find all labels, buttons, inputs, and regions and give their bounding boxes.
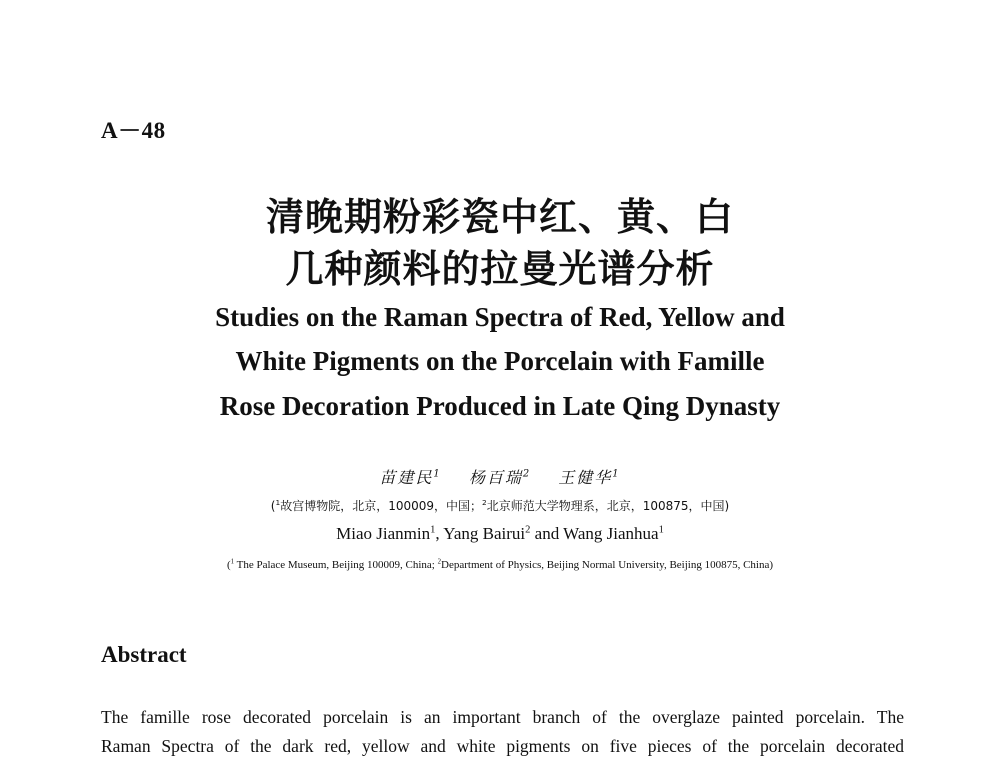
affiliation-cn: ($^1$故宫博物院，北京，100009，中国；$^2$北京师范大学物理系，北京，100875，中国)	[270, 498, 730, 513]
affil-cn-mark-2: 2	[482, 498, 487, 507]
affil-cn-part-1: 故宫博物院，北京，100009，中国；	[280, 499, 482, 513]
author-cn-name: 杨百瑞	[468, 468, 523, 487]
abstract-line: Raman Spectra of the dark red, yellow and white pigments on five pieces of the porcelain decorated	[101, 736, 904, 756]
authors-cn	[0, 465, 1000, 488]
author-cn-name: 苗建民	[379, 468, 434, 487]
author-en-affil-mark: 1	[430, 524, 436, 536]
affil-cn-mark-1: 1	[275, 498, 281, 507]
affil-en-part-2: Department of Physics, Beijing Normal University, Beijing 100875, China	[441, 559, 770, 571]
affil-en-mark-2: 2	[437, 558, 442, 566]
author-cn	[469, 468, 531, 487]
author-en-name: Yang Bairui	[443, 524, 526, 543]
abstract-line: The famille rose decorated porcelain is an important branch of the overglaze painted porcelain. The	[101, 707, 904, 727]
title-en-line-1: Studies on the Raman Spectra of Red, Yellow and	[215, 302, 785, 332]
author-cn-affil-mark: 2	[522, 468, 532, 480]
author-en-name: Miao Jianmin	[336, 524, 431, 543]
title-en-line-3: Rose Decoration Produced in Late Qing Dynasty	[219, 391, 781, 421]
affil-cn-part-2: 北京师范大学物理系，北京，100875，中国	[486, 499, 725, 513]
author-en-name: Wang Jianhua	[563, 524, 659, 543]
affil-en-part-1: The Palace Museum, Beijing 100009, China;	[236, 559, 435, 571]
abstract-heading: Abstract	[101, 642, 187, 667]
author-en-affil-mark: 1	[658, 524, 664, 536]
title-cn-line-1: 清晚期粉彩瓷中红、黄、白	[265, 195, 734, 239]
title-en-line-2: White Pigments on the Porcelain with Famille	[235, 346, 765, 376]
affil-en-mark-1: 1	[230, 558, 235, 566]
authors-en: Miao Jianmin$^1$, Yang Bairui$^2$ and Wang Jianhua$^1$	[336, 524, 664, 543]
paper-id: A－48	[101, 118, 166, 143]
title-cn-line-2: 几种颜料的拉曼光谱分析	[285, 247, 715, 291]
author-en-affil-mark: 2	[525, 524, 531, 536]
author-cn	[379, 468, 441, 487]
author-cn-affil-mark: 1	[433, 468, 442, 480]
author-cn	[558, 468, 620, 487]
author-cn-affil-mark: 1	[612, 468, 621, 480]
author-cn-name: 王健华	[558, 468, 613, 487]
affiliation-en: ($^1$ The Palace Museum, Beijing 100009, China; $^2$Department of Physics, Beijing Normal University, Beijing 100875, China)	[226, 558, 774, 571]
